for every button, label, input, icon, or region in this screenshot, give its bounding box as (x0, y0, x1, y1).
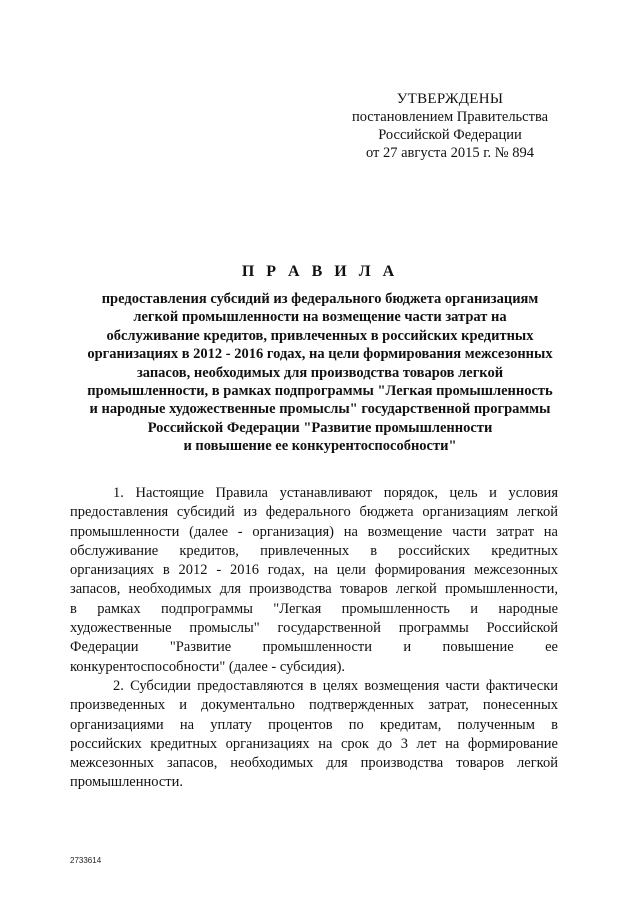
paragraph-line: 2. Субсидии предоставляются в целях возмещения части фактически (113, 677, 558, 694)
paragraph-line: промышленности (далее - организация) на возмещение части затрат на (70, 523, 558, 540)
paragraph-line: организациями на уплату процентов по кредитам, полученным в (70, 716, 558, 733)
subtitle-line: промышленности, в рамках подпрограммы "Легкая промышленность (87, 383, 553, 400)
document-number: 2733614 (70, 856, 102, 865)
paragraph-line: организациях в 2012 - 2016 годах, на цели формирования межсезонных (70, 562, 558, 579)
document-subtitle (70, 290, 570, 456)
paragraph-line: Федерации "Развитие промышленности и повышение ее (70, 639, 558, 656)
approval-date-number: от 27 августа 2015 г. № 894 (365, 145, 535, 161)
subtitle-line: и народные художественные промыслы" государственной программы (89, 401, 551, 418)
paragraph-line: обслуживание кредитов, привлеченных в российских кредитных (70, 542, 558, 559)
paragraph-line: российских кредитных организациях на срок до 3 лет на формирование (70, 735, 558, 752)
subtitle-line: и повышение ее конкурентоспособности" (183, 438, 457, 455)
approval-stamp (330, 90, 570, 162)
document-body (70, 484, 558, 793)
paragraph-line: межсезонных запасов, необходимых для производства товаров легкой (70, 755, 558, 772)
subtitle-line: Российской Федерации "Развитие промышленности (147, 419, 493, 436)
paragraph-line: конкурентоспособности" (далее - субсидия). (70, 658, 346, 675)
paragraph-line: художественные промыслы" государственной программы Российской (70, 620, 558, 637)
document-title: П Р А В И Л А (241, 263, 399, 280)
subtitle-line: запасов, необходимых для производства товаров легкой (136, 364, 504, 381)
approval-heading: УТВЕРЖДЕНЫ (396, 91, 504, 107)
paragraph-line: 1. Настоящие Правила устанавливают порядок, цель и условия (113, 485, 558, 501)
approval-line: постановлением Правительства (351, 109, 549, 125)
subtitle-line: предоставления субсидий из федерального бюджета организациям (101, 291, 539, 307)
approval-line: Российской Федерации (378, 127, 522, 143)
paragraph-line: предоставления субсидий из федерального бюджета организациям легкой (70, 504, 558, 521)
paragraph-line: запасов, необходимых для производства товаров легкой промышленности, (70, 581, 558, 598)
paragraph-line: промышленности. (70, 774, 184, 791)
subtitle-line: легкой промышленности на возмещение части затрат на (133, 309, 507, 326)
paragraph-1 (70, 484, 558, 677)
paragraph-line: произведенных и документально подтвержденных затрат, понесенных (70, 697, 558, 714)
paragraph-2 (70, 677, 558, 793)
subtitle-line: обслуживание кредитов, привлеченных в российских кредитных (106, 327, 534, 344)
paragraph-line: в рамках подпрограммы "Легкая промышленность и народные (70, 600, 558, 617)
subtitle-line: организациях в 2012 - 2016 годах, на цели формирования межсезонных (87, 346, 553, 363)
